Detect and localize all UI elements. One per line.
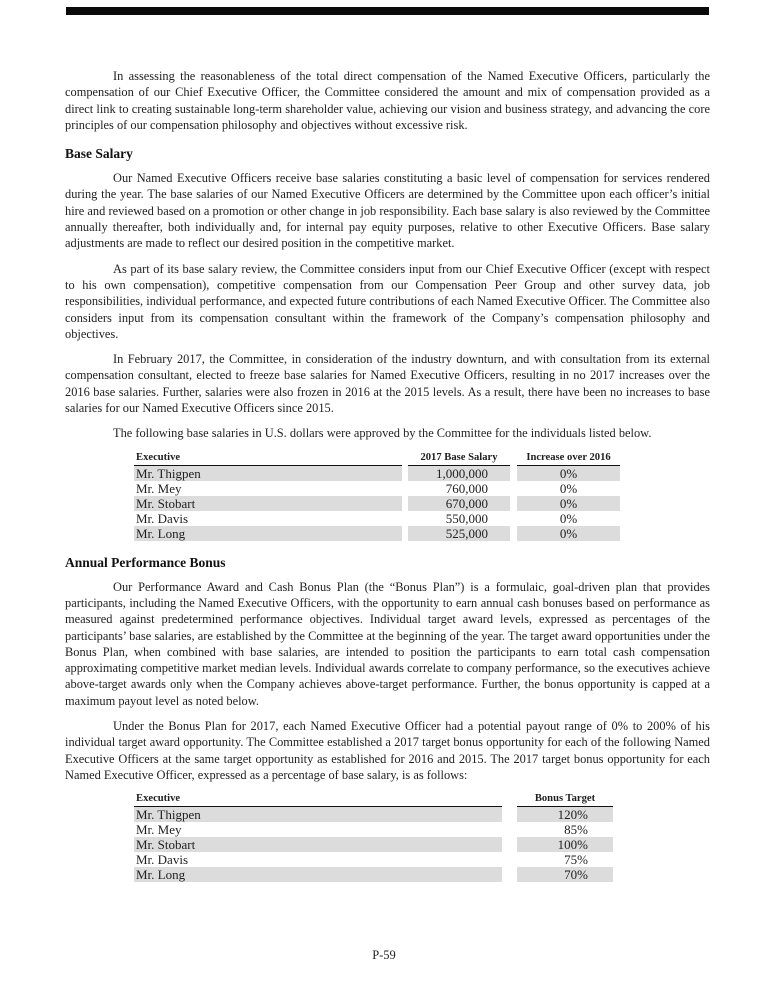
page-number: P-59 [372, 948, 396, 962]
bonus-target-cell: 120% [517, 807, 613, 822]
increase-cell: 0% [517, 526, 620, 541]
base-salary-paragraph-1: Our Named Executive Officers receive base salaries constituting a basic level of compensation for services rendered during the year. The base salaries of our Named Executive Officers are determined by the Committee upon each officer’s initial hire and reviewed based on a promotion or other change in job responsibility. Each base salary is also reviewed by the Committee annually thereafter, both individually and, for internal pay equity purposes, relative to other Executive Officers. Base salary adjustments are made to reflect our desired position in the competitive market. [65, 171, 710, 251]
executive-name-cell: Mr. Thigpen [134, 466, 402, 481]
base-salary-cell: 1,000,000 [408, 466, 510, 481]
bonus-target-cell: 75% [564, 852, 588, 868]
executive-name-cell: Mr. Thigpen [134, 807, 502, 822]
executive-name-cell: Mr. Davis [136, 510, 188, 526]
base-salary-cell: 670,000 [408, 496, 510, 511]
executive-name-cell: Mr. Davis [136, 852, 188, 868]
column-header-2017-base-salary: 2017 Base Salary [408, 451, 510, 466]
increase-cell: 0% [517, 466, 620, 481]
table-row [134, 807, 710, 822]
table-row [134, 511, 710, 526]
base-salary-table-header-row [134, 451, 710, 466]
column-header-increase-over-2016: Increase over 2016 [517, 451, 620, 466]
table-row [134, 822, 710, 837]
increase-cell: 0% [559, 480, 578, 496]
executive-name-cell: Mr. Stobart [134, 496, 402, 511]
increase-cell: 0% [517, 496, 620, 511]
base-salary-cell: 525,000 [408, 526, 510, 541]
bonus-target-cell: 85% [564, 822, 588, 838]
base-salary-cell: 550,000 [445, 510, 488, 526]
table-row [134, 496, 710, 511]
intro-paragraph: In assessing the reasonableness of the total direct compensation of the Named Executive Officers, particularly the compensation of our Chief Executive Officer, the Committee considered the amount and mix of compensation provided as a direct link to creating sustainable long-term shareholder value, achieving our vision and business strategy, and advancing the core principles of our compensation philosophy and objectives without excessive risk. [65, 69, 710, 132]
executive-name-cell: Mr. Long [134, 526, 402, 541]
annual-performance-bonus-heading: Annual Performance Bonus [65, 554, 226, 570]
base-salary-table-intro: The following base salaries in U.S. dollars were approved by the Committee for the individuals listed below. [113, 426, 652, 441]
bonus-target-table [134, 792, 710, 882]
table-row [134, 867, 710, 882]
column-header-executive: Executive [134, 792, 502, 807]
bonus-target-cell: 100% [517, 837, 613, 852]
executive-name-cell: Mr. Stobart [134, 837, 502, 852]
base-salary-cell: 760,000 [445, 480, 488, 496]
base-salary-paragraph-3: In February 2017, the Committee, in consideration of the industry downturn, and with consultation from its external compensation consultant, elected to freeze base salaries for Named Executive Officers, resulting in no 2017 increases over the 2016 base salaries. Further, salaries were also frozen in 2016 at the 2015 levels. As a result, there have been no increases to base salaries for our Named Executive Officers since 2015. [65, 352, 710, 416]
increase-cell: 0% [559, 510, 578, 526]
bonus-paragraph-1: Our Performance Award and Cash Bonus Plan (the “Bonus Plan”) is a formulaic, goal-driven plan that provides participants, including the Named Executive Officers, with the opportunity to earn annual cash bonuses based on performance as measured against predetermined performance objectives. Individual target award levels, expressed as percentages of the participants’ base salaries, are established by the Committee at the beginning of the year. The target award opportunities under the Bonus Plan, when combined with base salaries, are intended to position the participants to earn total cash compensation approximating competitive market median levels. Individual awards correlate to company performance, so the executives achieve above-target awards only when the Company achieves above-target performance. Further, the bonus opportunity is capped at a maximum payout level as noted below. [65, 579, 710, 708]
executive-name-cell: Mr. Long [134, 867, 502, 882]
page-content [65, 68, 710, 896]
base-salary-paragraph-2: As part of its base salary review, the Committee considers input from our Chief Executive Officer (except with respect to his own compensation), competitive compensation from our Compensation Peer Group and other survey data, job responsibilities, individual performance, and expected future contributions of each Named Executive Officer. The Committee also considers input from its compensation consultant within the framework of the Company’s compensation philosophy and objectives. [65, 261, 710, 341]
base-salary-table [134, 451, 710, 541]
bonus-target-table-header-row [134, 792, 710, 807]
executive-name-cell: Mr. Mey [136, 480, 182, 496]
table-row [134, 466, 710, 481]
bonus-paragraph-2: Under the Bonus Plan for 2017, each Named Executive Officer had a potential payout range of 0% to 200% of his individual target award opportunity. The Committee established a 2017 target bonus opportunity for each of the following Named Executive Officers at the same target opportunity as established for 2016 and 2015. The 2017 target bonus opportunity for each Named Executive Officer, expressed as a percentage of base salary, is as follows: [65, 719, 710, 782]
executive-name-cell: Mr. Mey [136, 822, 182, 838]
top-rule-bar [66, 7, 709, 15]
column-header-executive: Executive [134, 451, 402, 466]
table-row [134, 837, 710, 852]
base-salary-heading: Base Salary [65, 146, 133, 162]
column-header-bonus-target: Bonus Target [517, 792, 613, 807]
table-row [134, 526, 710, 541]
table-row [134, 852, 710, 867]
bonus-target-cell: 70% [517, 867, 613, 882]
table-row [134, 481, 710, 496]
